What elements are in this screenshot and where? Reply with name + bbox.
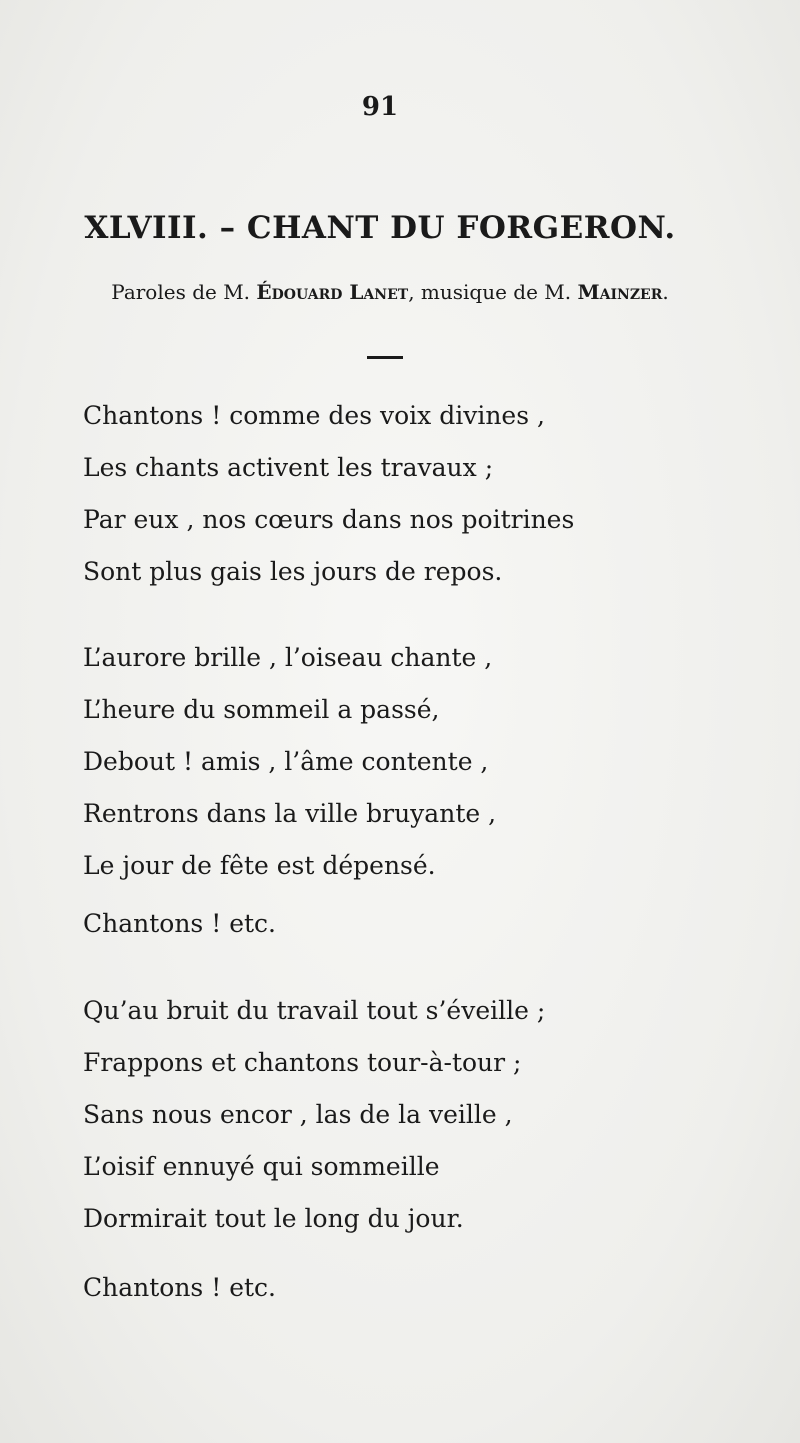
verse-line: L’aurore brille , l’oiseau chante , xyxy=(83,643,493,672)
verse-line: L’heure du sommeil a passé, xyxy=(83,695,440,724)
verse-line: Qu’au bruit du travail tout s’éveille ; xyxy=(83,996,546,1025)
stanza-1 xyxy=(83,390,574,598)
verse-line: Dormirait tout le long du jour. xyxy=(83,1204,464,1233)
verse-line: Les chants activent les travaux ; xyxy=(83,453,494,482)
verse-line: Debout ! amis , l’âme contente , xyxy=(83,747,489,776)
verse-line: Sont plus gais les jours de repos. xyxy=(83,557,503,586)
byline-composer: Mainzer xyxy=(577,280,663,304)
byline-middle: , musique de M. xyxy=(408,280,572,304)
byline-prefix: Paroles de M. xyxy=(111,280,251,304)
verse-line: Chantons ! comme des voix divines , xyxy=(83,401,545,430)
verse-line: L’oisif ennuyé qui sommeille xyxy=(83,1152,440,1181)
verse-line: Frappons et chantons tour-à-tour ; xyxy=(83,1048,522,1077)
refrain-line: Chantons ! etc. xyxy=(83,1273,276,1302)
byline xyxy=(20,280,760,304)
verse-line: Sans nous encor , las de la veille , xyxy=(83,1100,513,1129)
verse-line: Le jour de fête est dépensé. xyxy=(83,851,436,880)
stanza-3 xyxy=(83,985,545,1245)
byline-suffix: . xyxy=(662,280,669,304)
stanza-2 xyxy=(83,632,496,892)
chapter-title: XLVIII. – CHANT DU FORGERON. xyxy=(84,210,676,246)
title-divider xyxy=(367,356,403,359)
refrain-line: Chantons ! etc. xyxy=(83,909,276,938)
byline-author: Édouard Lanet xyxy=(256,280,409,304)
verse-line: Rentrons dans la ville bruyante , xyxy=(83,799,497,828)
page-number: 91 xyxy=(361,92,399,122)
verse-line: Par eux , nos cœurs dans nos poitrines xyxy=(83,505,575,534)
